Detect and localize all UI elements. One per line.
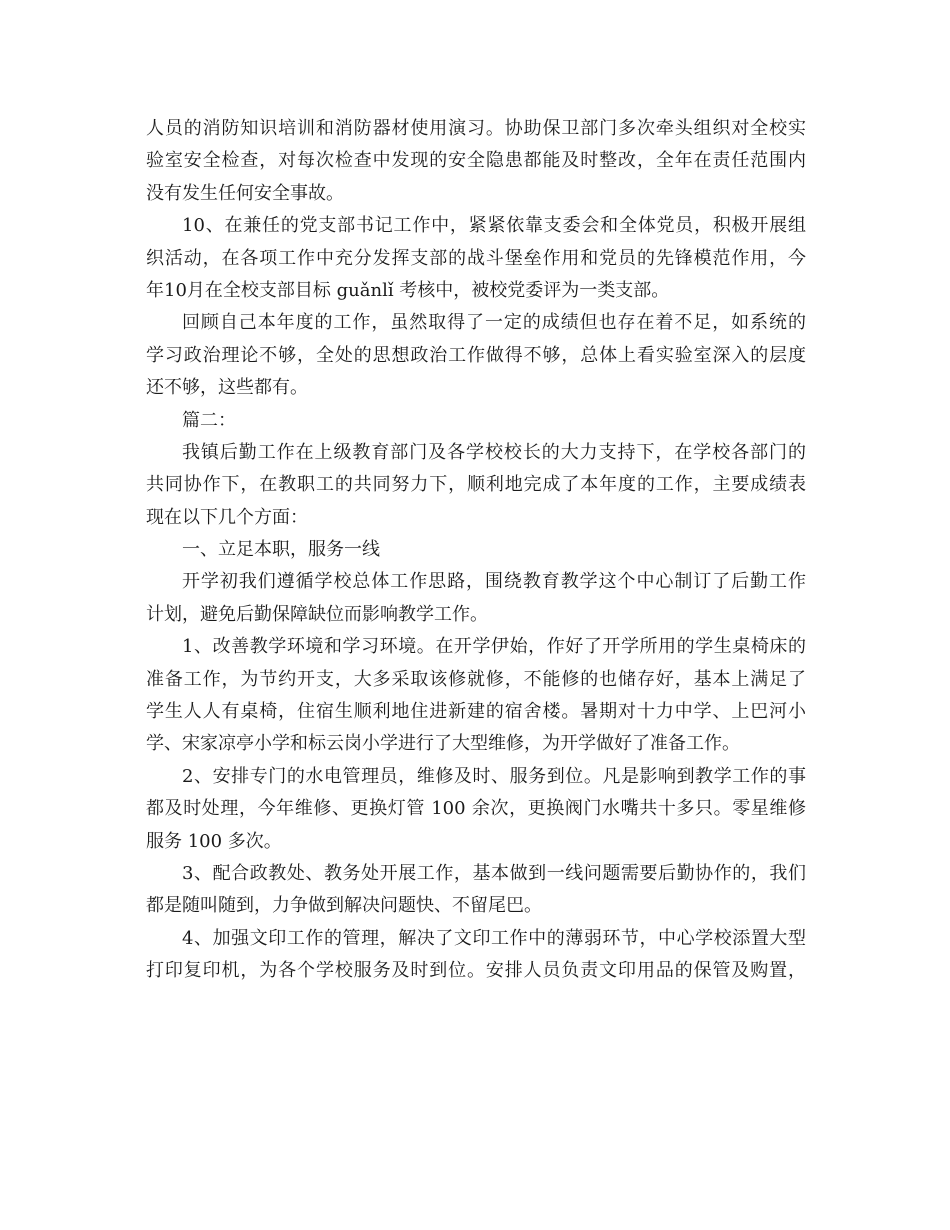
- paragraph: [146, 210, 806, 307]
- document-body: [146, 113, 806, 988]
- text-line: 共同协作下，在教职工的共同努力下，顺利地完成了本年度的工作，主要成绩表: [146, 474, 806, 496]
- text-line: 回顾自己本年度的工作，虽然取得了一定的成绩但也存在着不足，如系统的: [182, 312, 806, 334]
- paragraph: [146, 631, 806, 761]
- text-line: 准备工作，为节约开支，大多采取该修就修，不能修的也储存好，基本上满足了: [146, 668, 806, 690]
- text-line: 学、宋家凉亭小学和标云岗小学进行了大型维修，为开学做好了准备工作。: [146, 733, 740, 755]
- text-line: 我镇后勤工作在上级教育部门及各学校校长的大力支持下，在学校各部门的: [182, 441, 806, 463]
- text-line: 人员的消防知识培训和消防器材使用演习。协助保卫部门多次牵头组织对全校实: [146, 118, 806, 139]
- text-line: 都是随叫随到，力争做到解决问题快、不留尾巴。: [146, 895, 542, 917]
- text-line: 开学初我们遵循学校总体工作思路，围绕教育教学这个中心制订了后勤工作: [182, 571, 806, 593]
- text-line: 篇二：: [182, 409, 236, 431]
- text-line: 年10月在全校支部目标 guǎnlǐ 考核中，被校党委评为一类支部。: [146, 279, 670, 301]
- text-line: 现在以下几个方面：: [146, 506, 308, 528]
- paragraph: [146, 923, 806, 988]
- text-line: 学习政治理论不够，全处的思想政治工作做得不够，总体上看实验室深入的层度: [146, 344, 806, 366]
- text-line: 打印复印机，为各个学校服务及时到位。安排人员负责文印用品的保管及购置，: [146, 960, 806, 982]
- text-line: 计划，避免后勤保障缺位而影响教学工作。: [146, 603, 488, 625]
- text-line: 还不够，这些都有。: [146, 377, 308, 399]
- text-line: 验室安全检查，对每次检查中发现的安全隐患都能及时整改，全年在责任范围内: [146, 150, 806, 172]
- paragraph: [146, 405, 806, 437]
- paragraph: [146, 858, 806, 923]
- paragraph: [146, 566, 806, 631]
- paragraph: [146, 113, 806, 210]
- paragraph: [146, 307, 806, 404]
- text-line: 都及时处理，今年维修、更换灯管 100 余次，更换阀门水嘴共十多只。零星维修: [146, 798, 806, 820]
- text-line: 织活动，在各项工作中充分发挥支部的战斗堡垒作用和党员的先锋模范作用，今: [146, 247, 806, 269]
- text-line: 服务 100 多次。: [146, 830, 282, 852]
- text-line: 4、加强文印工作的管理，解决了文印工作中的薄弱环节，中心学校添置大型: [182, 927, 806, 949]
- text-line: 一、立足本职，服务一线: [182, 539, 380, 561]
- paragraph: [146, 437, 806, 534]
- text-line: 3、配合政教处、教务处开展工作，基本做到一线问题需要后勤协作的，我们: [182, 862, 806, 884]
- paragraph: [146, 761, 806, 858]
- text-line: 学生人人有桌椅，住宿生顺利地住进新建的宿舍楼。暑期对十力中学、上巴河小: [146, 701, 806, 723]
- text-line: 10、在兼任的党支部书记工作中，紧紧依靠支委会和全体党员，积极开展组: [182, 215, 806, 237]
- text-line: 没有发生任何安全事故。: [146, 182, 344, 204]
- text-line: 1、改善教学环境和学习环境。在开学伊始，作好了开学所用的学生桌椅床的: [182, 636, 806, 658]
- paragraph: [146, 534, 806, 566]
- text-line: 2、安排专门的水电管理员，维修及时、服务到位。凡是影响到教学工作的事: [182, 765, 806, 787]
